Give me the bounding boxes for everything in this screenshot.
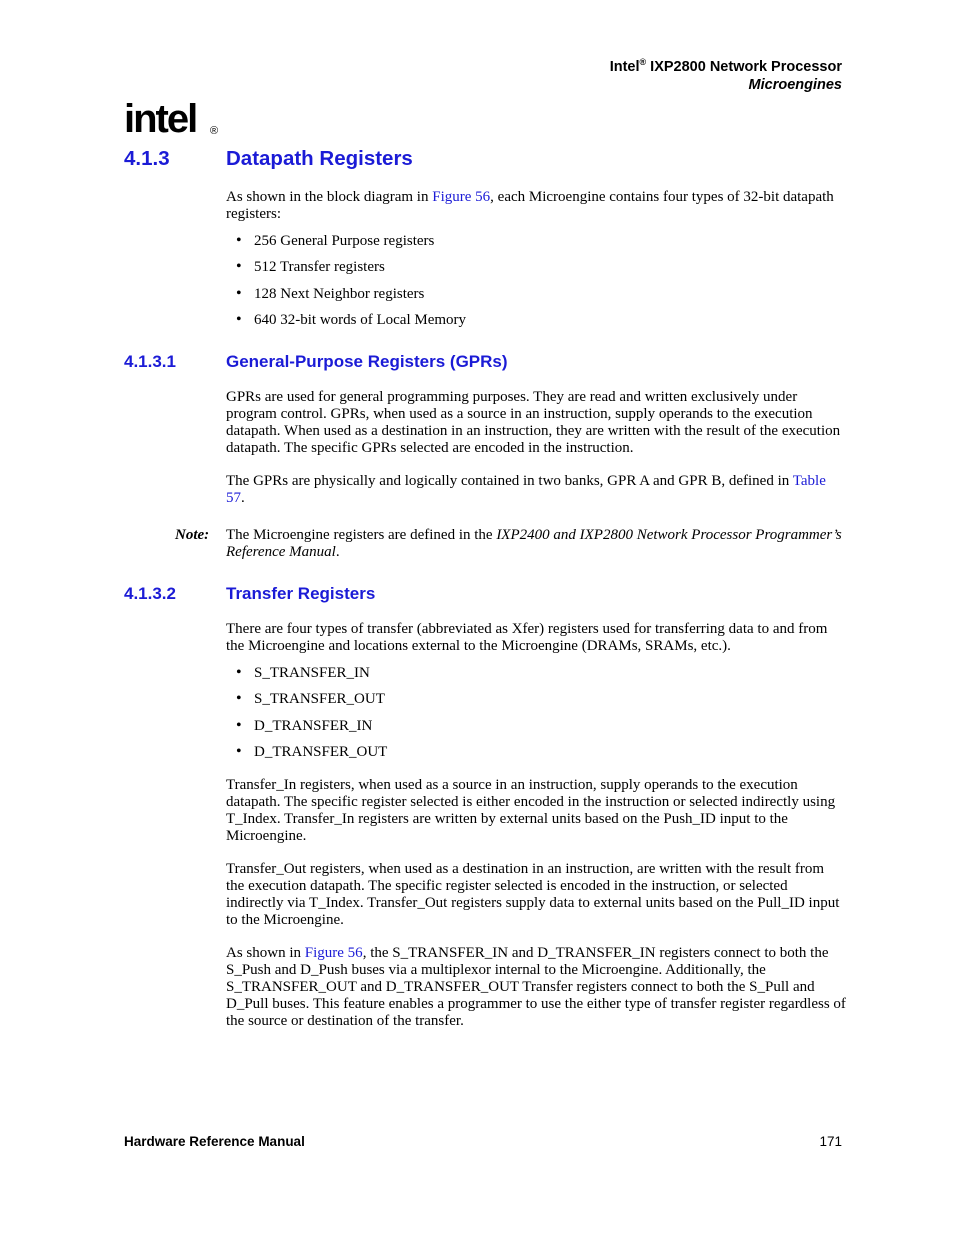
running-header: [610, 58, 842, 94]
header-reg-mark: ®: [639, 57, 647, 67]
gpr-paragraph-2: The GPRs are physically and logically contained in two banks, GPR A and GPR B, defined in Table 57.: [226, 473, 826, 506]
gpr-title: General-Purpose Registers (GPRs): [226, 352, 508, 371]
transfer-intro-paragraph: There are four types of transfer (abbreviated as Xfer) registers used for transferring data to and from the Microengine and locations external to the Microengine (DRAMs, SRAMs, etc.).: [226, 621, 828, 654]
list-item: • D_TRANSFER_OUT: [236, 744, 387, 770]
header-section: Microengines: [748, 77, 842, 93]
list-item: • 512 Transfer registers: [236, 259, 466, 285]
transfer-number: 4.1.3.2: [124, 584, 176, 603]
list-item: • D_TRANSFER_IN: [236, 718, 387, 744]
note-text: The Microengine registers are defined in the IXP2400 and IXP2800 Network Processor Programmer’s Reference Manual.: [226, 527, 842, 560]
figure-56-link[interactable]: Figure 56: [304, 945, 363, 961]
intel-logo-wordmark: intel: [124, 97, 197, 141]
gpr-number: 4.1.3.1: [124, 352, 176, 371]
transfer-register-list: [236, 665, 387, 771]
footer-page-number: 171: [819, 1134, 842, 1149]
list-item: • 128 Next Neighbor registers: [236, 286, 466, 312]
section-number: 4.1.3: [124, 147, 170, 170]
datapath-register-list: [236, 233, 466, 339]
footer-manual-title: Hardware Reference Manual: [124, 1134, 305, 1149]
table-57-link[interactable]: Table 57: [226, 473, 826, 506]
list-item: • S_TRANSFER_IN: [236, 665, 387, 691]
gpr-paragraph-1: GPRs are used for general programming purposes. They are read and written exclusively under program control. GPRs, when used as a source in an instruction, supply operands to the execution datapath. When used as a destination in an instruction, they are written with the result of the execution datapath. The specific GPRs selected are encoded in the instruction.: [226, 389, 841, 456]
intel-logo-reg-mark: ®: [210, 125, 219, 137]
datapath-intro-paragraph: As shown in the block diagram in Figure 56, each Microengine contains four types of 32-bit datapath registers:: [226, 189, 834, 222]
header-product: IXP2800 Network Processor: [646, 59, 842, 75]
intel-logo: [124, 92, 224, 150]
note-label: Note:: [175, 527, 210, 543]
reference-manual-title: IXP2400 and IXP2800 Network Processor Programmer’s Reference Manual: [226, 527, 842, 560]
list-item: • 640 32-bit words of Local Memory: [236, 312, 466, 338]
transfer-in-paragraph: Transfer_In registers, when used as a source in an instruction, supply operands to the execution datapath. The specific register selected is either encoded in the instruction or selected indirectly using T_Index. Transfer_In registers are written by external units based on the Push_ID input to the Microengine.: [226, 777, 836, 844]
transfer-title: Transfer Registers: [226, 584, 376, 603]
figure-56-link[interactable]: Figure 56: [432, 189, 491, 205]
header-brand: Intel: [609, 59, 640, 75]
section-title: Datapath Registers: [226, 147, 413, 170]
transfer-figure-paragraph: As shown in Figure 56, the S_TRANSFER_IN and D_TRANSFER_IN registers connect to both the S_Push and D_Push buses via a multiplexor internal to the Microengine. Additionally, the S_TRANSFER_OUT and D_TRANSFER_OUT Transfer registers connect to both the S_Pull and D_Pull buses. This feature enables a programmer to use the either type of transfer register regardless of the source or destination of the transfer.: [226, 945, 846, 1029]
list-item: • 256 General Purpose registers: [236, 233, 466, 259]
header-product-line: [610, 58, 842, 76]
list-item: • S_TRANSFER_OUT: [236, 691, 387, 717]
transfer-out-paragraph: Transfer_Out registers, when used as a destination in an instruction, are written with the result from the execution datapath. The specific register selected is encoded in the instruction, or selected indirectly via T_Index. Transfer_Out registers supply data to external units based on the Pull_ID input to the Microengine.: [226, 861, 840, 928]
